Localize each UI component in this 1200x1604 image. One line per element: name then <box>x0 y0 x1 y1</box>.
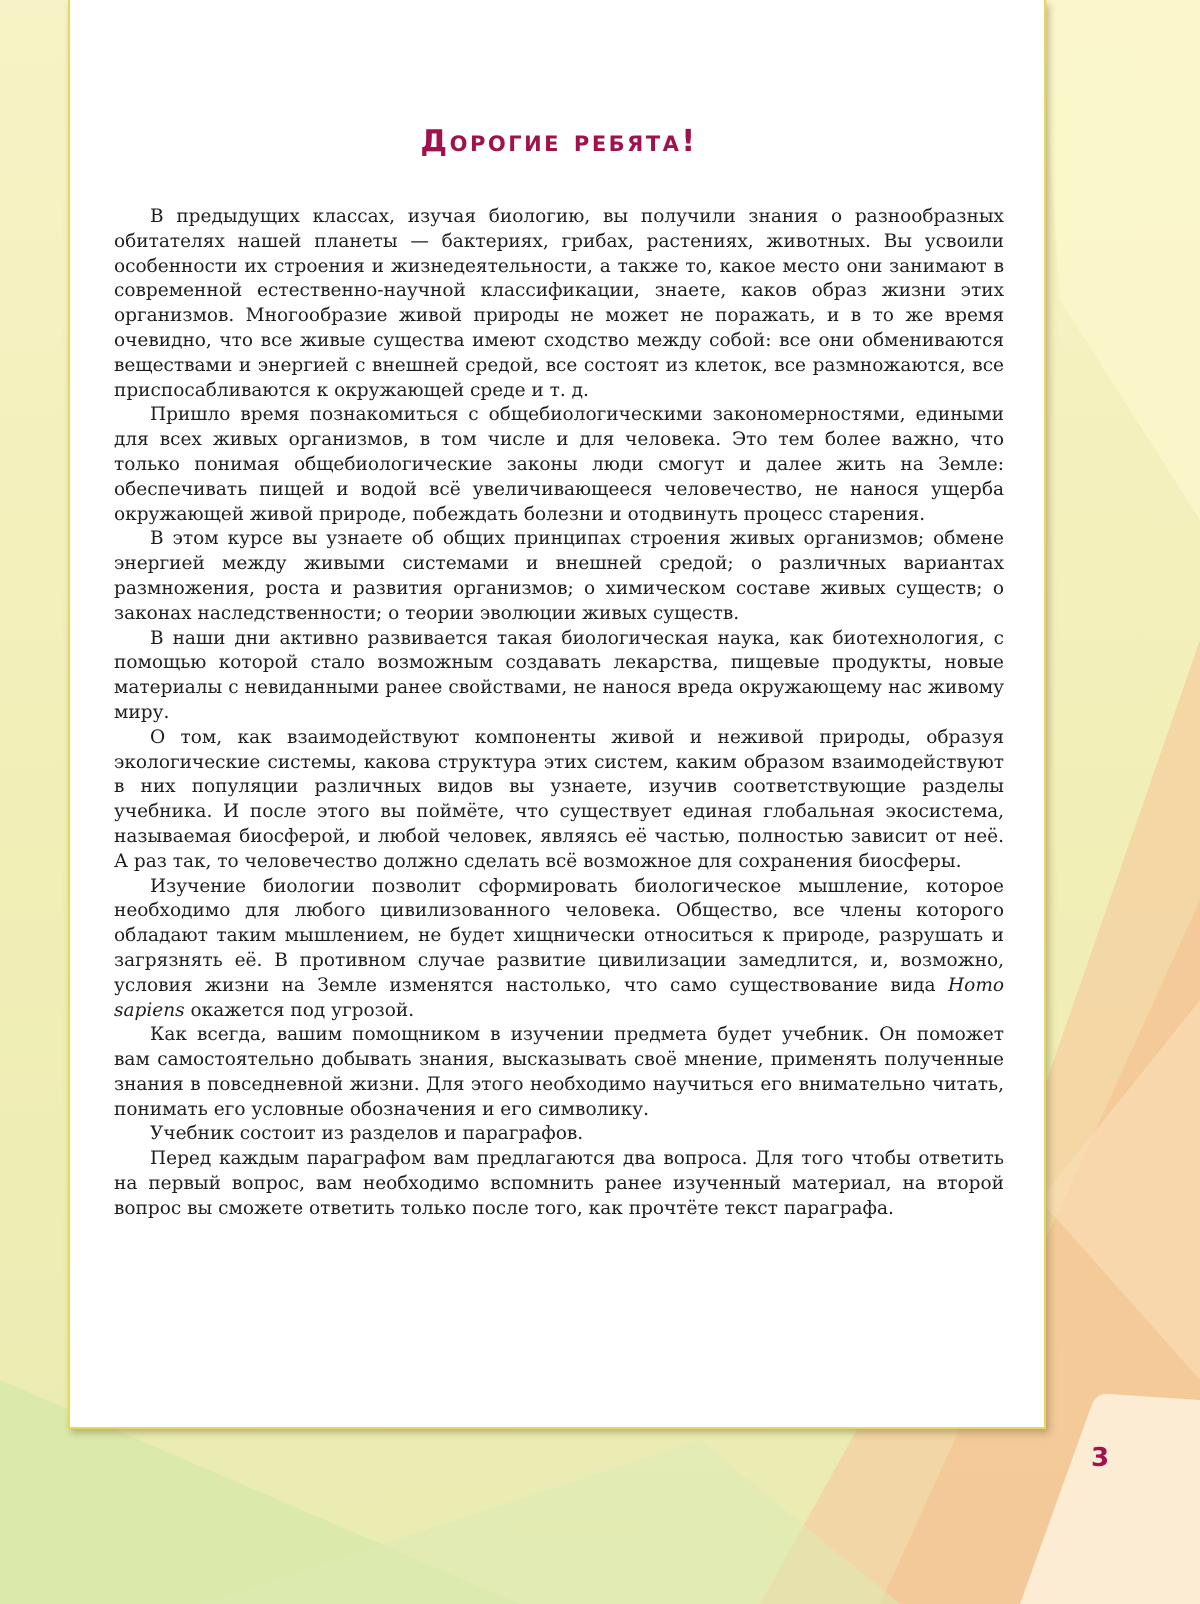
paragraph <box>114 205 1004 403</box>
paragraph-text: Пришло время познакомиться с общебиологическими закономерностями, едиными для всех живых организмов, в том числе и для человека. Это тем более важно, что только понимая общебиологические законы люди смогут и далее жить на Земле: обеспечивать пищей и водой всё увеличивающееся человечество, не нанося ущерба окружающей живой природе, побеждать болезни и отодвинуть процесс старения. <box>114 404 1004 525</box>
paragraph-text: В этом курсе вы узнаете об общих принципах строения живых организмов; обмене энергией между живыми системами и внешней средой; о различных вариантах размножения, роста и развития организмов; о химическом составе живых существ; о законах наследственности; о теории эволюции живых существ. <box>114 528 1004 624</box>
paragraph-text: В предыдущих классах, изучая биологию, вы получили знания о разнообразных обитателях нашей планеты — бактериях, грибах, растениях, животных. Вы усвоили особенности их строения и жизнедеятельности, а также то, какое место они занимают в современной естественно-научной классификации, знаете, каков образ жизни этих организмов. Многообразие живой природы не может не поражать, и в то же время очевидно, что все живые существа имеют сходство между собой: все они обмениваются веществами и энергией с внешней средой, все состоят из клеток, все размножаются, все приспосабливаются к окружающей среде и т. д. <box>114 206 1004 401</box>
paragraph <box>114 1023 1004 1122</box>
paragraph <box>114 726 1004 875</box>
paragraph-text: Изучение биологии позволит сформировать биологическое мышление, которое необходимо для любого цивилизованного человека. Общество, все члены которого обладают таким мышлением, не будет хищнически относиться к природе, разрушать и загрязнять её. В противном случае развитие цивилизации замедлится, и, возможно, условия жизни на Земле изменятся настолько, что само существование вида <box>114 875 1004 996</box>
page-title: Дорогие ребята! <box>420 124 698 159</box>
body-text <box>114 205 1004 1222</box>
paragraph-text: Учебник состоит из разделов и параграфов. <box>150 1123 584 1145</box>
paragraph <box>114 627 1004 726</box>
species-name: Homo sapiens <box>114 974 1004 1021</box>
page-number: 3 <box>1090 1443 1110 1473</box>
paragraph-text: В наши дни активно развивается такая биологическая наука, как биотехнология, с помощью которой стало возможным создавать лекарства, пищевые продукты, новые материалы с невиданными ранее свойствами, не нанося вреда окружающему нас живому миру. <box>114 627 1004 723</box>
paragraph-text: Как всегда, вашим помощником в изучении предмета будет учебник. Он поможет вам самостоятельно добывать знания, высказывать своё мнение, применять полученные знания в повседневной жизни. Для этого необходимо научиться его внимательно читать, понимать его условные обозначения и его символику. <box>114 1024 1004 1120</box>
paragraph <box>114 527 1004 626</box>
paragraph <box>114 1147 1004 1221</box>
paragraph-text: Перед каждым параграфом вам предлагаются два вопроса. Для того чтобы ответить на первый вопрос, вам необходимо вспомнить ранее изученный материал, на второй вопрос вы сможете ответить только после того, как прочтёте текст параграфа. <box>114 1148 1004 1219</box>
paragraph <box>114 403 1004 527</box>
paragraph-text-tail: окажется под угрозой. <box>184 999 415 1021</box>
paragraph-text: О том, как взаимодействуют компоненты живой и неживой природы, образуя экологические системы, какова структура этих систем, каким образом взаимодействуют в них популяции различных видов вы узнаете, изучив соответствующие разделы учебника. И после этого вы поймёте, что существует единая глобальная экосистема, называемая биосферой, и любой человек, являясь её частью, полностью зависит от неё. А раз так, то человечество должно сделать всё возможное для сохранения биосферы. <box>114 726 1004 872</box>
paragraph <box>114 1122 1004 1147</box>
paragraph <box>114 875 1004 1024</box>
content-panel <box>68 0 1046 1429</box>
